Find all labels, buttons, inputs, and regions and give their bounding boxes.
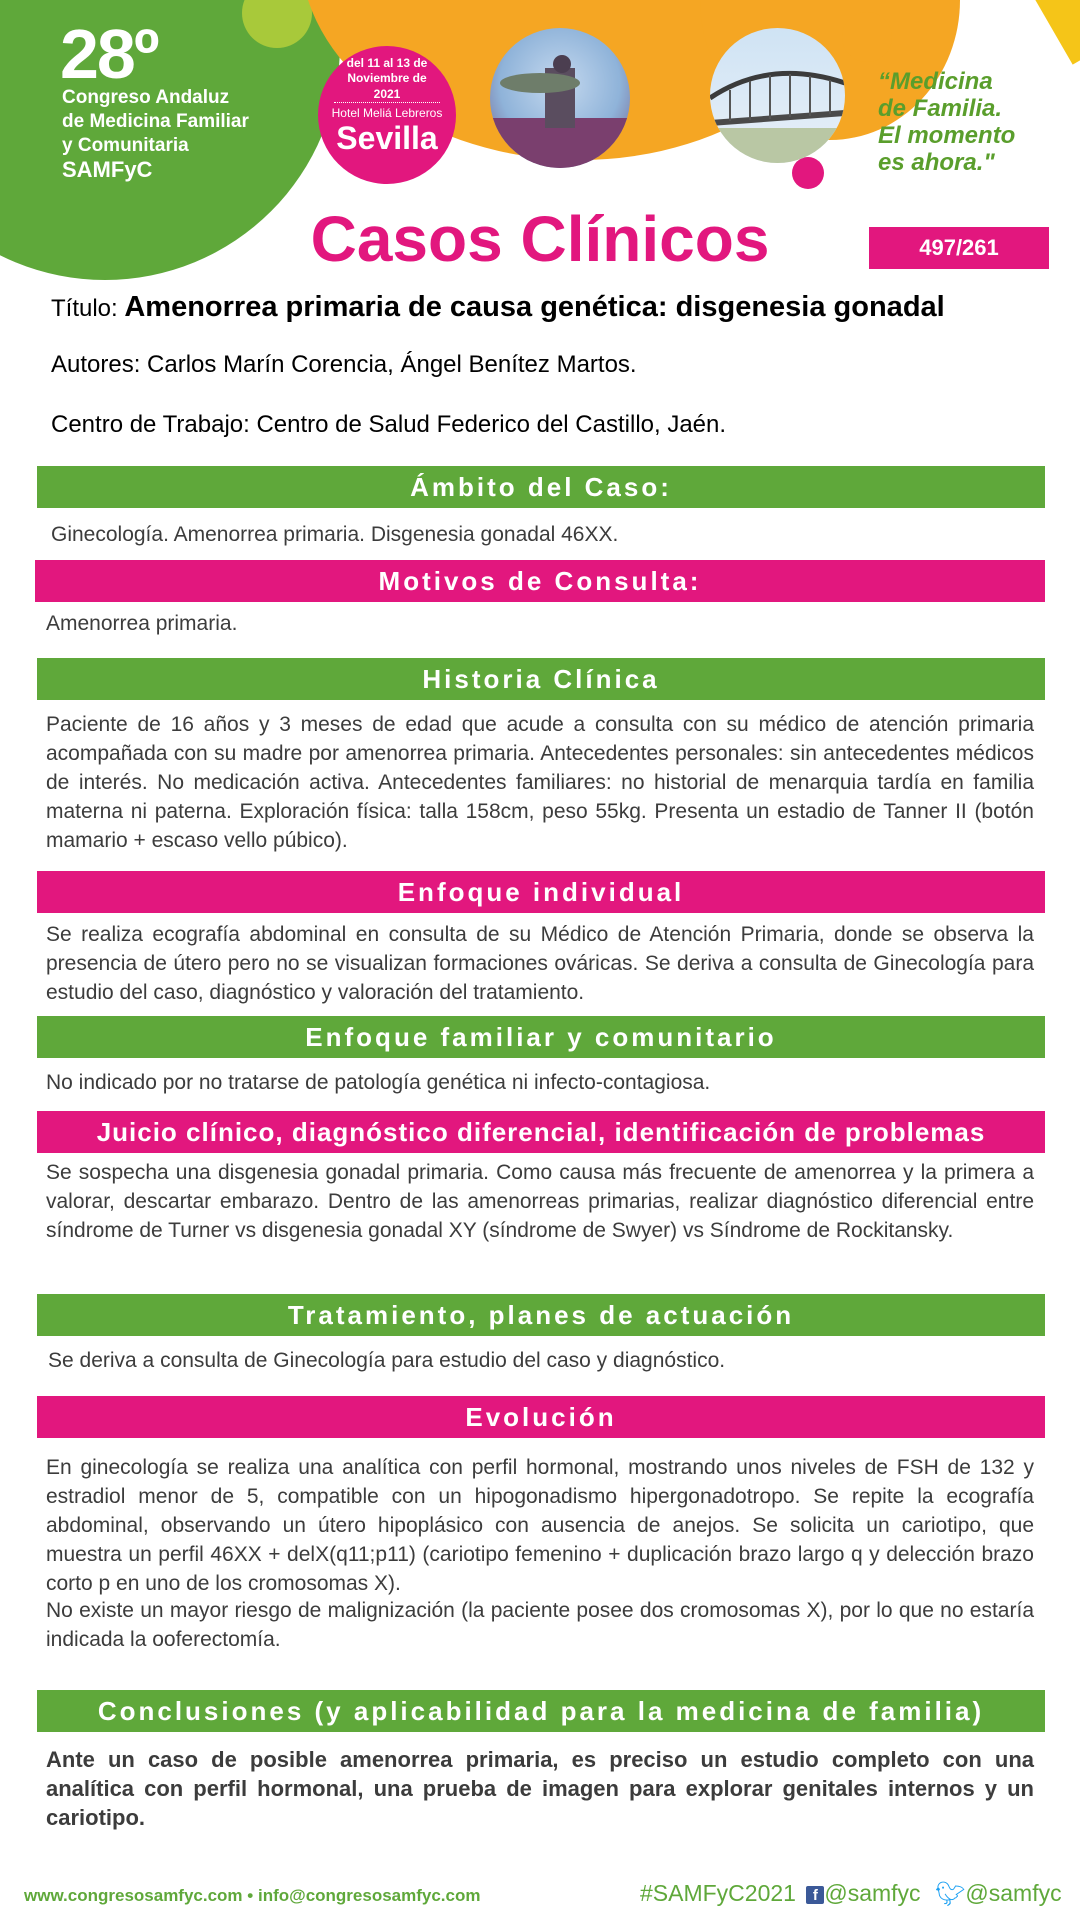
pink-dot	[792, 157, 824, 189]
section-text-juicio: Se sospecha una disgenesia gonadal primaria. Como causa más frecuente de amenorrea y la primera a valorar, descartar embarazo. Dentro de las amenorreas primarias, realizar diagnóstico diferencial entre síndrome de Turner vs disgenesia gonadal XY (síndrome de Swyer) vs Síndrome de Rockitansky.	[46, 1161, 1034, 1242]
section-text-individual: Se realiza ecografía abdominal en consulta de su Médico de Atención Primaria, donde se observa la presencia de útero pero no se visualizan formaciones ováricas. Se deriva a consulta de Ginecología para estudio del caso, diagnóstico y valoración del tratamiento.	[46, 923, 1034, 1004]
footer-social	[640, 1878, 1062, 1910]
slogan-line: El momento	[878, 122, 1016, 149]
section-text-evolucion	[46, 1453, 1034, 1654]
bridge-photo	[710, 28, 845, 163]
statue-photo	[490, 28, 630, 168]
congress-name-line: Congreso Andaluz	[62, 87, 230, 108]
congress-number: 28º	[60, 15, 158, 93]
facebook-handle[interactable]: @samfyc	[824, 1880, 921, 1906]
slogan-line: de Familia.	[878, 95, 1003, 122]
evolution-paragraph: En ginecología se realiza una analítica con perfil hormonal, mostrando unos niveles de FSH de 132 y estradiol menor de 5, compatible con un hipogonadismo hipergonadotropo. Se repite la ecografía abdominal, observando un útero hipoplásico con ausencia de anejos. Se solicita un cariotipo, que muestra un perfil 46XX + delX(q11;p11) (cariotipo femenino + duplicación brazo largo q y delección brazo corto p en uno de los cromosomas X).	[46, 1456, 1034, 1595]
organization-name: SAMFyC	[62, 157, 153, 182]
twitter-handle[interactable]: @samfyc	[965, 1880, 1062, 1906]
evolution-paragraph: No existe un mayor riesgo de malignización (la paciente posee dos cromosomas X), por lo que no estaría indicada la ooferectomía.	[46, 1599, 1034, 1651]
hashtag: #SAMFyC2021	[640, 1880, 796, 1906]
section-heading-motivos: Motivos de Consulta:	[35, 560, 1045, 602]
footer-contact	[24, 1886, 481, 1906]
section-text-motivos: Amenorrea primaria.	[46, 612, 238, 635]
date-line: Noviembre de 2021	[334, 70, 440, 103]
city: Sevilla	[336, 120, 438, 156]
twitter-icon: 🐦︎	[934, 1880, 966, 1908]
authors: Autores: Carlos Marín Corencia, Ángel Benítez Martos.	[51, 351, 637, 378]
section-text-ambito: Ginecología. Amenorrea primaria. Disgenesia gonadal 46XX.	[51, 523, 619, 546]
yellow-stripe	[1033, 0, 1080, 65]
congress-name	[62, 86, 282, 182]
case-code-badge: 497/261	[869, 227, 1049, 269]
section-heading-familiar: Enfoque familiar y comunitario	[37, 1016, 1045, 1058]
section-text-tratamiento: Se deriva a consulta de Ginecología para estudio del caso y diagnóstico.	[48, 1349, 726, 1372]
title-value: Amenorrea primaria de causa genética: disgenesia gonadal	[124, 291, 945, 323]
title-label: Título:	[51, 295, 125, 322]
email-link[interactable]: info@congresosamfyc.com	[257, 1886, 481, 1905]
section-heading-tratamiento: Tratamiento, planes de actuación	[37, 1294, 1045, 1336]
section-text-conclusiones: Ante un caso de posible amenorrea primaria, es preciso un estudio completo con una analítica con perfil hormonal, una prueba de imagen para explorar genitales internos y un cariotipo.	[46, 1747, 1034, 1830]
date-line: del 11 al 13 de	[346, 56, 428, 70]
case-title	[51, 292, 1051, 324]
slogan	[878, 68, 1068, 176]
section-text-historia: Paciente de 16 años y 3 meses de edad que acude a consulta con su médico de atención primaria acompañada con su madre por amenorrea primaria. Antecedentes personales: sin antecedentes médicos de interés. No medicación activa. Antecedentes familiares: no historial de menarquia tardía en familia materna ni paterna. Exploración física: talla 158cm, peso 55kg. Presenta un estadio de Tanner II (botón mamario + escaso vello púbico).	[46, 713, 1034, 852]
section-heading-juicio: Juicio clínico, diagnóstico diferencial, identificación de problemas	[37, 1111, 1045, 1153]
venue: Hotel Meliá Lebreros	[331, 106, 443, 120]
page-title: Casos Clínicos	[310, 203, 770, 275]
congress-name-line: de Medicina Familiar	[62, 111, 249, 132]
orange-dot	[842, 12, 892, 62]
slogan-line: “Medicina	[878, 68, 993, 95]
section-heading-evolucion: Evolución	[37, 1396, 1045, 1438]
website-link[interactable]: www.congresosamfyc.com	[24, 1886, 243, 1905]
facebook-icon: f	[806, 1886, 824, 1904]
congress-name-line: y Comunitaria	[62, 135, 189, 156]
section-heading-ambito: Ámbito del Caso:	[37, 466, 1045, 508]
section-heading-historia: Historia Clínica	[37, 658, 1045, 700]
date-badge	[318, 46, 456, 184]
section-heading-conclusiones: Conclusiones (y aplicabilidad para la medicina de familia)	[37, 1690, 1045, 1732]
slogan-line: es ahora."	[878, 149, 995, 176]
workplace: Centro de Trabajo: Centro de Salud Federico del Castillo, Jaén.	[51, 411, 727, 438]
section-heading-individual: Enfoque individual	[37, 871, 1045, 913]
section-text-familiar: No indicado por no tratarse de patología genética ni infecto-contagiosa.	[46, 1071, 711, 1094]
separator: •	[242, 1886, 258, 1905]
